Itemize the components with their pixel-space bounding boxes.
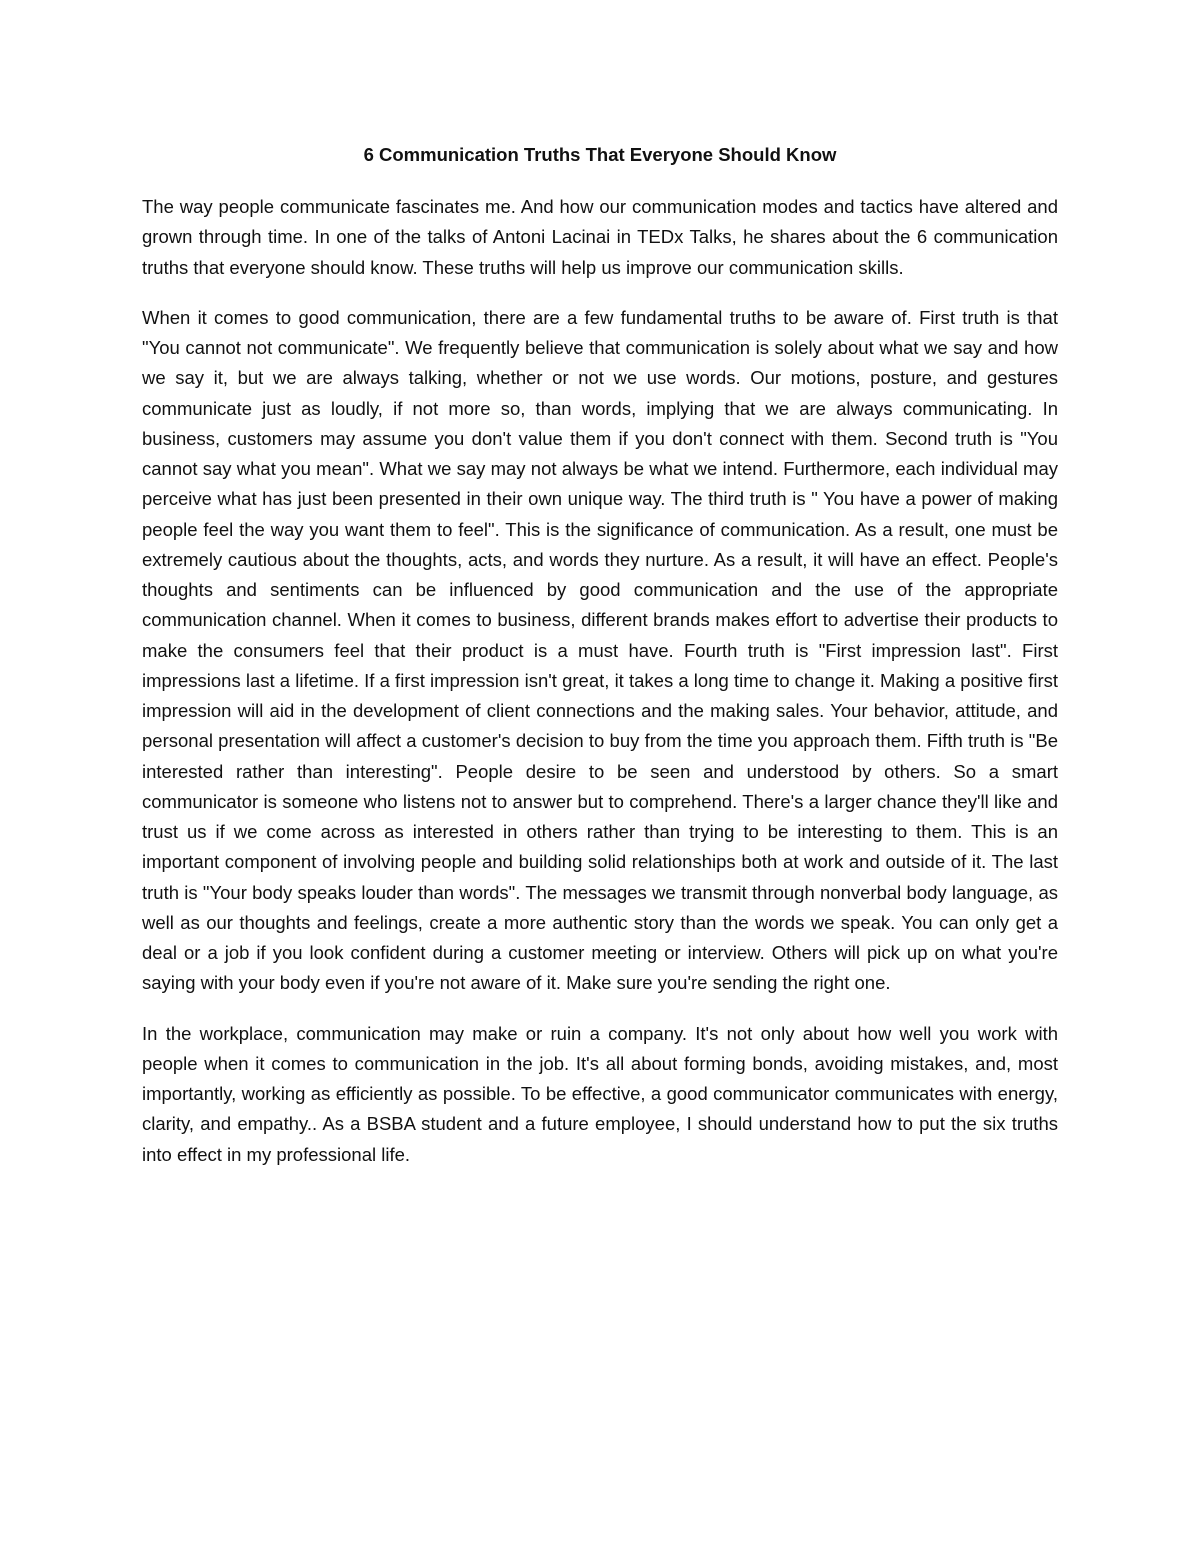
- document-body: [142, 140, 1058, 1190]
- paragraph-conclusion: In the workplace, communication may make or ruin a company. It's not only about how well you work with people when it comes to communication in the job. It's all about forming bonds, avoiding mistakes, and, most importantly, working as efficiently as possible. To be effective, a good communicator communicates with energy, clarity, and empathy.. As a BSBA student and a future employee, I should understand how to put the six truths into effect in my professional life.: [142, 1022, 1058, 1165]
- document-title: 6 Communication Truths That Everyone Should Know: [363, 144, 837, 165]
- paragraph-intro: The way people communicate fascinates me. And how our communication modes and tactics have altered and grown through time. In one of the talks of Antoni Lacinai in TEDx Talks, he shares about the 6 communication truths that everyone should know. These truths will help us improve our communication skills.: [142, 196, 1058, 278]
- paragraph-truths: When it comes to good communication, there are a few fundamental truths to be aware of. First truth is that "You cannot not communicate". We frequently believe that communication is solely about what we say and how we say it, but we are always talking, whether or not we use words. Our motions, posture, and gestures communicate just as loudly, if not more so, than words, implying that we are always communicating. In business, customers may assume you don't value them if you don't connect with them. Second truth is "You cannot say what you mean". What we say may not always be what we intend. Furthermore, each individual may perceive what has just been presented in their own unique way. The third truth is " You have a power of making people feel the way you want them to feel". This is the significance of communication. As a result, one must be extremely cautious about the thoughts, acts, and words they nurture. As a result, it will have an effect. People's thoughts and sentiments can be influenced by good communication and the use of the appropriate communication channel. When it comes to business, different brands makes effort to advertise their products to make the consumers feel that their product is a must have. Fourth truth is "First impression last". First impressions last a lifetime. If a first impression isn't great, it takes a long time to change it. Making a positive first impression will aid in the development of client connections and the making sales. Your behavior, attitude, and personal presentation will affect a customer's decision to buy from the time you approach them. Fifth truth is "Be interested rather than interesting". People desire to be seen and understood by others. So a smart communicator is someone who listens not to answer but to comprehend. There's a larger chance they'll like and trust us if we come across as interested in others rather than trying to be interesting to them. This is an important component of involving people and building solid relationships both at work and outside of it. The last truth is "Your body speaks louder than words". The messages we transmit through nonverbal body language, as well as our thoughts and feelings, create a more authentic story than the words we speak. You can only get a deal or a job if you look confident during a customer meeting or interview. Others will pick up on what you're saying with your body even if you're not aware of it. Make sure you're sending the right one.: [142, 306, 1058, 994]
